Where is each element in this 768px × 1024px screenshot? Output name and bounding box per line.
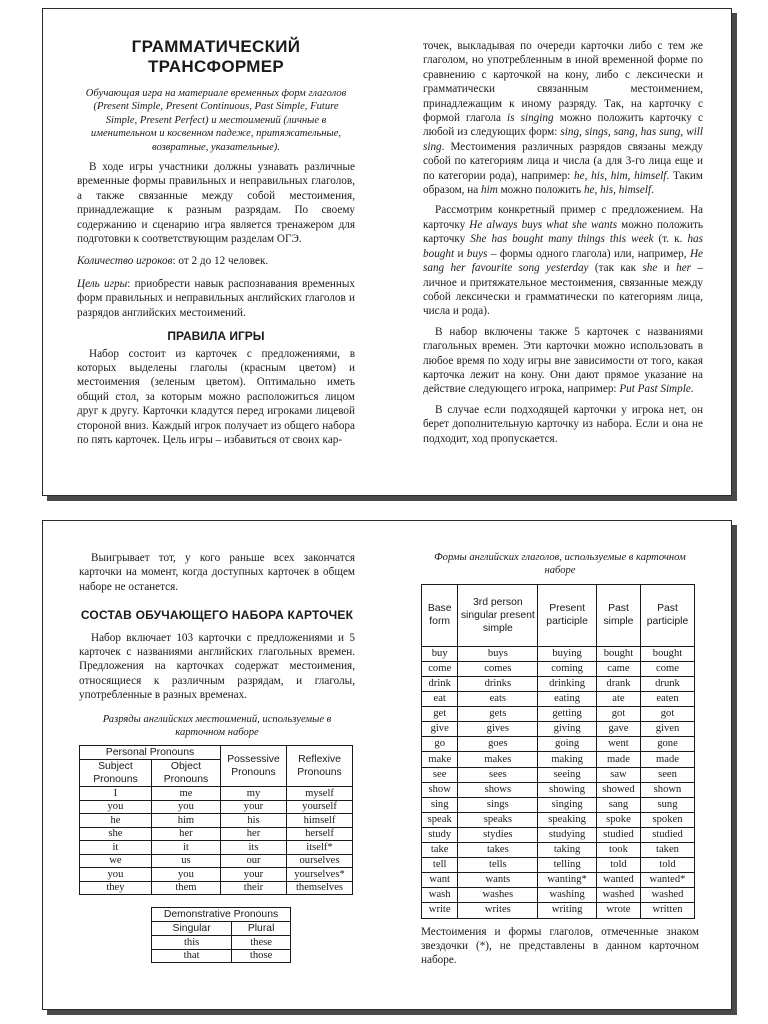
table-cell: your	[221, 868, 287, 882]
table-cell: spoken	[640, 812, 694, 827]
text-run: (т. к.	[653, 233, 688, 246]
table-cell: seen	[640, 767, 694, 782]
table-cell: I	[80, 787, 152, 801]
text-run-italic: her	[676, 262, 692, 275]
pronoun-table-caption: Разряды английских местоимений, используемые в карточном наборе	[102, 713, 332, 739]
table-cell: eaten	[640, 692, 694, 707]
pronoun-row	[80, 827, 353, 841]
text-run: (так как	[588, 262, 643, 275]
table-cell: me	[151, 787, 220, 801]
table-cell: herself	[287, 827, 353, 841]
verb-row	[422, 677, 695, 692]
table-cell: itself*	[287, 841, 353, 855]
text-run-italic: buys	[466, 247, 488, 260]
table-cell: came	[596, 661, 640, 676]
verb-column-header: Past simple	[596, 584, 640, 646]
table-cell: myself	[287, 787, 353, 801]
players-value: : от 2 до 12 человек.	[172, 255, 269, 268]
verb-column-header: Base form	[422, 584, 458, 646]
demonstrative-table	[151, 907, 291, 963]
table-cell: giving	[538, 722, 597, 737]
table-cell: eats	[458, 692, 538, 707]
pronoun-table-body	[80, 787, 353, 895]
table-cell: shown	[640, 782, 694, 797]
text-run: . Местоимения различных разрядов связаны между собой по категориям лица и числа (а для 3-го лица еще и по категории рода), например:	[423, 140, 703, 182]
table-cell: taken	[640, 843, 694, 858]
verb-row	[422, 661, 695, 676]
table-cell: wants	[458, 873, 538, 888]
table-cell: bought	[640, 646, 694, 661]
table-cell: himself	[287, 814, 353, 828]
table-cell: sung	[640, 797, 694, 812]
text-run: .	[690, 383, 694, 396]
table-cell: got	[596, 707, 640, 722]
table-cell: his	[221, 814, 287, 828]
pronoun-row	[80, 841, 353, 855]
table-cell: studied	[596, 827, 640, 842]
table-cell: this	[152, 936, 232, 950]
pronoun-row	[80, 787, 353, 801]
pronoun-row	[80, 814, 353, 828]
table-cell: seeing	[538, 767, 597, 782]
table-cell: it	[80, 841, 152, 855]
text-run-italic: She has bought many things this week	[470, 233, 654, 246]
table-cell: go	[422, 737, 458, 752]
verb-column-header: Past participle	[640, 584, 694, 646]
text-run-italic: Put Past Simple	[619, 383, 691, 396]
rules-paragraph: Набор состоит из карточек с предложениями, в которых выделены глаголы (красным цветом) и местоимения (зеленым цветом). Оптимально иметь общий стол, за которым можно расположиться лицом друг к другу. Карточки кладутся перед игроками лицевой стороной вниз. Каждый игрок получает из общего набора по пять карточек. Цель игры – избавиться от своих кар-	[77, 347, 355, 446]
table-cell: taking	[538, 843, 597, 858]
verb-row	[422, 827, 695, 842]
text-run: точек, выкладывая по очереди карточки либо с тем же глаголом, но употребленным в иной временной форме по сравнению с карточкой на кону, либо с лексически и грамматически связанным местоимением, принадлежащим к иному разряду. Так, на карточку с формой глагола	[423, 40, 703, 125]
table-cell: wanted*	[640, 873, 694, 888]
table-cell: gets	[458, 707, 538, 722]
table-cell: sings	[458, 797, 538, 812]
table-cell: speaks	[458, 812, 538, 827]
table-cell: he	[80, 814, 152, 828]
verb-forms-table	[421, 584, 695, 919]
table-cell: come	[640, 661, 694, 676]
table-cell: coming	[538, 661, 597, 676]
verb-row	[422, 737, 695, 752]
goal-value: : приобрести навык распознавания временных форм правильных и неправильных английских глаголов и разрядов английских местоимений.	[77, 277, 356, 319]
table-cell: made	[596, 752, 640, 767]
page-spread-top	[42, 8, 732, 496]
singular-header: Singular	[152, 922, 232, 936]
text-run: – личное и притяжательное местоимения, связанные между собой лексически и грамматически по категориям лица, числа и рода).	[423, 262, 703, 318]
title-line-2: ТРАНСФОРМЕР	[147, 57, 285, 76]
left-column	[79, 551, 355, 963]
text-run: можно положить	[497, 184, 584, 197]
table-cell: went	[596, 737, 640, 752]
table-cell: gave	[596, 722, 640, 737]
table-cell: sang	[596, 797, 640, 812]
table-cell: washed	[596, 888, 640, 903]
table-cell: sees	[458, 767, 538, 782]
text-run-italic: is singing	[507, 112, 554, 125]
rules-continued-paragraph	[423, 39, 703, 197]
title-line-1: ГРАММАТИЧЕСКИЙ	[131, 37, 301, 56]
verb-row	[422, 903, 695, 918]
table-cell: shows	[458, 782, 538, 797]
table-cell: take	[422, 843, 458, 858]
page-title	[77, 37, 355, 77]
table-cell: them	[151, 881, 220, 895]
table-cell: her	[221, 827, 287, 841]
table-cell: you	[80, 868, 152, 882]
table-cell: tells	[458, 858, 538, 873]
verb-row	[422, 858, 695, 873]
table-cell: those	[232, 949, 291, 963]
table-cell: your	[221, 800, 287, 814]
table-cell: show	[422, 782, 458, 797]
table-cell: wrote	[596, 903, 640, 918]
table-cell: yourselves*	[287, 868, 353, 882]
table-cell: stydies	[458, 827, 538, 842]
table-cell: got	[640, 707, 694, 722]
table-cell: drunk	[640, 677, 694, 692]
verb-table-header-row	[422, 584, 695, 646]
table-cell: wanted	[596, 873, 640, 888]
tense-cards-paragraph	[423, 325, 703, 397]
right-column	[423, 39, 703, 446]
plural-header: Plural	[232, 922, 291, 936]
table-cell: making	[538, 752, 597, 767]
text-run: и	[657, 262, 677, 275]
verb-row	[422, 797, 695, 812]
demonstrative-row	[152, 949, 291, 963]
table-cell: us	[151, 854, 220, 868]
verb-row	[422, 812, 695, 827]
table-cell: makes	[458, 752, 538, 767]
intro-paragraph: В ходе игры участники должны узнавать различные временные формы правильных и неправильных глаголов, а также связанные между собой местоимения, принадлежащие к разным разрядам. По своему содержанию и сценарию игра является тренажером для подготовки к соответствующим разделам ОГЭ.	[77, 161, 355, 246]
table-cell: gives	[458, 722, 538, 737]
verb-row	[422, 722, 695, 737]
table-cell: their	[221, 881, 287, 895]
verb-table-caption: Формы английских глаголов, используемые в карточном наборе	[434, 552, 686, 577]
text-run-italic: has bought	[423, 233, 703, 260]
table-cell: washing	[538, 888, 597, 903]
pronoun-row	[80, 868, 353, 882]
table-cell: it	[151, 841, 220, 855]
demonstrative-table-body	[152, 936, 291, 963]
table-cell: getting	[538, 707, 597, 722]
table-cell: writing	[538, 903, 597, 918]
verb-row	[422, 707, 695, 722]
goal-paragraph	[77, 277, 355, 320]
verb-row	[422, 752, 695, 767]
table-cell: we	[80, 854, 152, 868]
text-run-italic: he, his, him, himself	[574, 169, 667, 182]
text-run: . Таким образом, на	[423, 169, 703, 197]
page-spread-bottom	[42, 520, 732, 1010]
table-cell: speaking	[538, 812, 597, 827]
table-cell: drink	[422, 677, 458, 692]
table-cell: saw	[596, 767, 640, 782]
table-cell: get	[422, 707, 458, 722]
text-run: Рассмотрим конкретный пример с предложением. На карточку	[423, 204, 703, 231]
table-cell: eat	[422, 692, 458, 707]
text-run: можно положить карточку с любой из следующих форм:	[423, 112, 703, 139]
verb-table-body	[422, 646, 695, 918]
table-cell: told	[640, 858, 694, 873]
pronoun-table	[79, 745, 353, 895]
table-cell: washed	[640, 888, 694, 903]
personal-pronouns-header: Personal Pronouns	[80, 746, 221, 760]
verb-row	[422, 646, 695, 661]
winner-paragraph: Выигрывает тот, у кого раньше всех закончатся карточки на момент, когда доступных карточек в общем наборе не останется.	[79, 552, 355, 593]
example-paragraph	[423, 203, 703, 318]
table-cell: drinks	[458, 677, 538, 692]
table-cell: washes	[458, 888, 538, 903]
table-cell: studying	[538, 827, 597, 842]
table-cell: telling	[538, 858, 597, 873]
possessive-pronouns-header: Possessive Pronouns	[221, 746, 287, 787]
table-cell: my	[221, 787, 287, 801]
pronoun-row	[80, 800, 353, 814]
table-cell: wanting*	[538, 873, 597, 888]
text-run: можно положить карточку	[423, 218, 703, 246]
text-run-italic: He always buys what she wants	[469, 218, 618, 231]
table-cell: takes	[458, 843, 538, 858]
table-cell: you	[80, 800, 152, 814]
table-cell: see	[422, 767, 458, 782]
table-cell: studied	[640, 827, 694, 842]
table-cell: they	[80, 881, 152, 895]
verb-row	[422, 888, 695, 903]
table-cell: gone	[640, 737, 694, 752]
table-cell: writes	[458, 903, 538, 918]
table-cell: going	[538, 737, 597, 752]
text-run: .	[651, 184, 654, 197]
right-column	[421, 551, 699, 968]
text-run-italic: him	[481, 184, 498, 197]
object-pronouns-header: Object Pronouns	[151, 760, 220, 787]
table-cell: sing	[422, 797, 458, 812]
table-cell: study	[422, 827, 458, 842]
text-run: и	[454, 247, 467, 260]
table-cell: goes	[458, 737, 538, 752]
table-cell: you	[151, 868, 220, 882]
text-run-italic: she	[642, 262, 658, 275]
players-paragraph	[77, 254, 355, 268]
table-cell: give	[422, 722, 458, 737]
table-cell: speak	[422, 812, 458, 827]
table-cell: spoke	[596, 812, 640, 827]
table-cell: tell	[422, 858, 458, 873]
table-cell: written	[640, 903, 694, 918]
goal-label: Цель игры	[77, 277, 128, 290]
table-cell: buying	[538, 646, 597, 661]
table-cell: buys	[458, 646, 538, 661]
set-heading: СОСТАВ ОБУЧАЮЩЕГО НАБОРА КАРТОЧЕК	[80, 608, 354, 623]
table-cell: bought	[596, 646, 640, 661]
table-cell: singing	[538, 797, 597, 812]
left-column	[77, 37, 355, 447]
no-card-paragraph: В случае если подходящей карточки у игрока нет, он берет дополнительную карточку из набора. Если и она не подходит, ход пропускается.	[423, 403, 703, 445]
table-cell: took	[596, 843, 640, 858]
footnote: Местоимения и формы глаголов, отмеченные знаком звездочки (*), не представлены в данном карточном наборе.	[421, 925, 699, 967]
verb-row	[422, 843, 695, 858]
table-cell: showed	[596, 782, 640, 797]
verb-row	[422, 782, 695, 797]
table-cell: ourselves	[287, 854, 353, 868]
table-cell: drank	[596, 677, 640, 692]
table-cell: drinking	[538, 677, 597, 692]
subtitle: Обучающая игра на материале временных форм глаголов (Present Simple, Present Continuous, Past Simple, Future Simple, Present Perfect) и местоимений (личные в именительном и косвенном падеже, притяжательные, возвратные, указательные).	[85, 88, 347, 153]
table-cell: that	[152, 949, 232, 963]
table-cell: these	[232, 936, 291, 950]
subject-pronouns-header: Subject Pronouns	[80, 760, 152, 787]
demonstrative-row	[152, 936, 291, 950]
text-run-italic: He sang her favourite song yesterday	[423, 247, 703, 275]
rules-heading: ПРАВИЛА ИГРЫ	[167, 329, 265, 344]
verb-column-header: Present participle	[538, 584, 597, 646]
table-cell: him	[151, 814, 220, 828]
verb-column-header: 3rd person singular present simple	[458, 584, 538, 646]
table-cell: showing	[538, 782, 597, 797]
verb-row	[422, 873, 695, 888]
pronoun-row	[80, 854, 353, 868]
table-cell: told	[596, 858, 640, 873]
table-cell: want	[422, 873, 458, 888]
table-cell: write	[422, 903, 458, 918]
table-cell: buy	[422, 646, 458, 661]
demonstrative-pronouns-header: Demonstrative Pronouns	[152, 908, 291, 922]
table-cell: our	[221, 854, 287, 868]
table-cell: eating	[538, 692, 597, 707]
text-run-italic: he, his, himself	[583, 184, 652, 197]
table-cell: yourself	[287, 800, 353, 814]
verb-row	[422, 767, 695, 782]
table-cell: made	[640, 752, 694, 767]
table-cell: she	[80, 827, 152, 841]
text-run: В набор включены также 5 карточек с названиями глагольных времен. Эти карточки можно использовать в любое время по ходу игры вне зависимости от того, какая карточка лежит на кону. Они дают прямое указание на действие следующего игрока, например:	[423, 325, 703, 396]
table-cell: make	[422, 752, 458, 767]
pronoun-row	[80, 881, 353, 895]
players-label: Количество игроков	[77, 255, 173, 268]
table-cell: you	[151, 800, 220, 814]
reflexive-pronouns-header: Reflexive Pronouns	[287, 746, 353, 787]
table-cell: its	[221, 841, 287, 855]
table-cell: comes	[458, 661, 538, 676]
table-cell: come	[422, 661, 458, 676]
table-cell: given	[640, 722, 694, 737]
table-cell: ate	[596, 692, 640, 707]
table-cell: themselves	[287, 881, 353, 895]
verb-row	[422, 692, 695, 707]
text-run-italic: sing, sings, sang, has sung, will sing	[423, 126, 703, 153]
text-run: – формы одного глагола) или, например,	[487, 247, 690, 260]
table-cell: her	[151, 827, 220, 841]
set-paragraph: Набор включает 103 карточки с предложениями и 5 карточек с названиями английских глагольных времен. Предложения на карточках содержат местоимения, относящиеся к различным разрядам, и глаголы, употребленные в разных временах.	[79, 631, 355, 702]
table-cell: wash	[422, 888, 458, 903]
